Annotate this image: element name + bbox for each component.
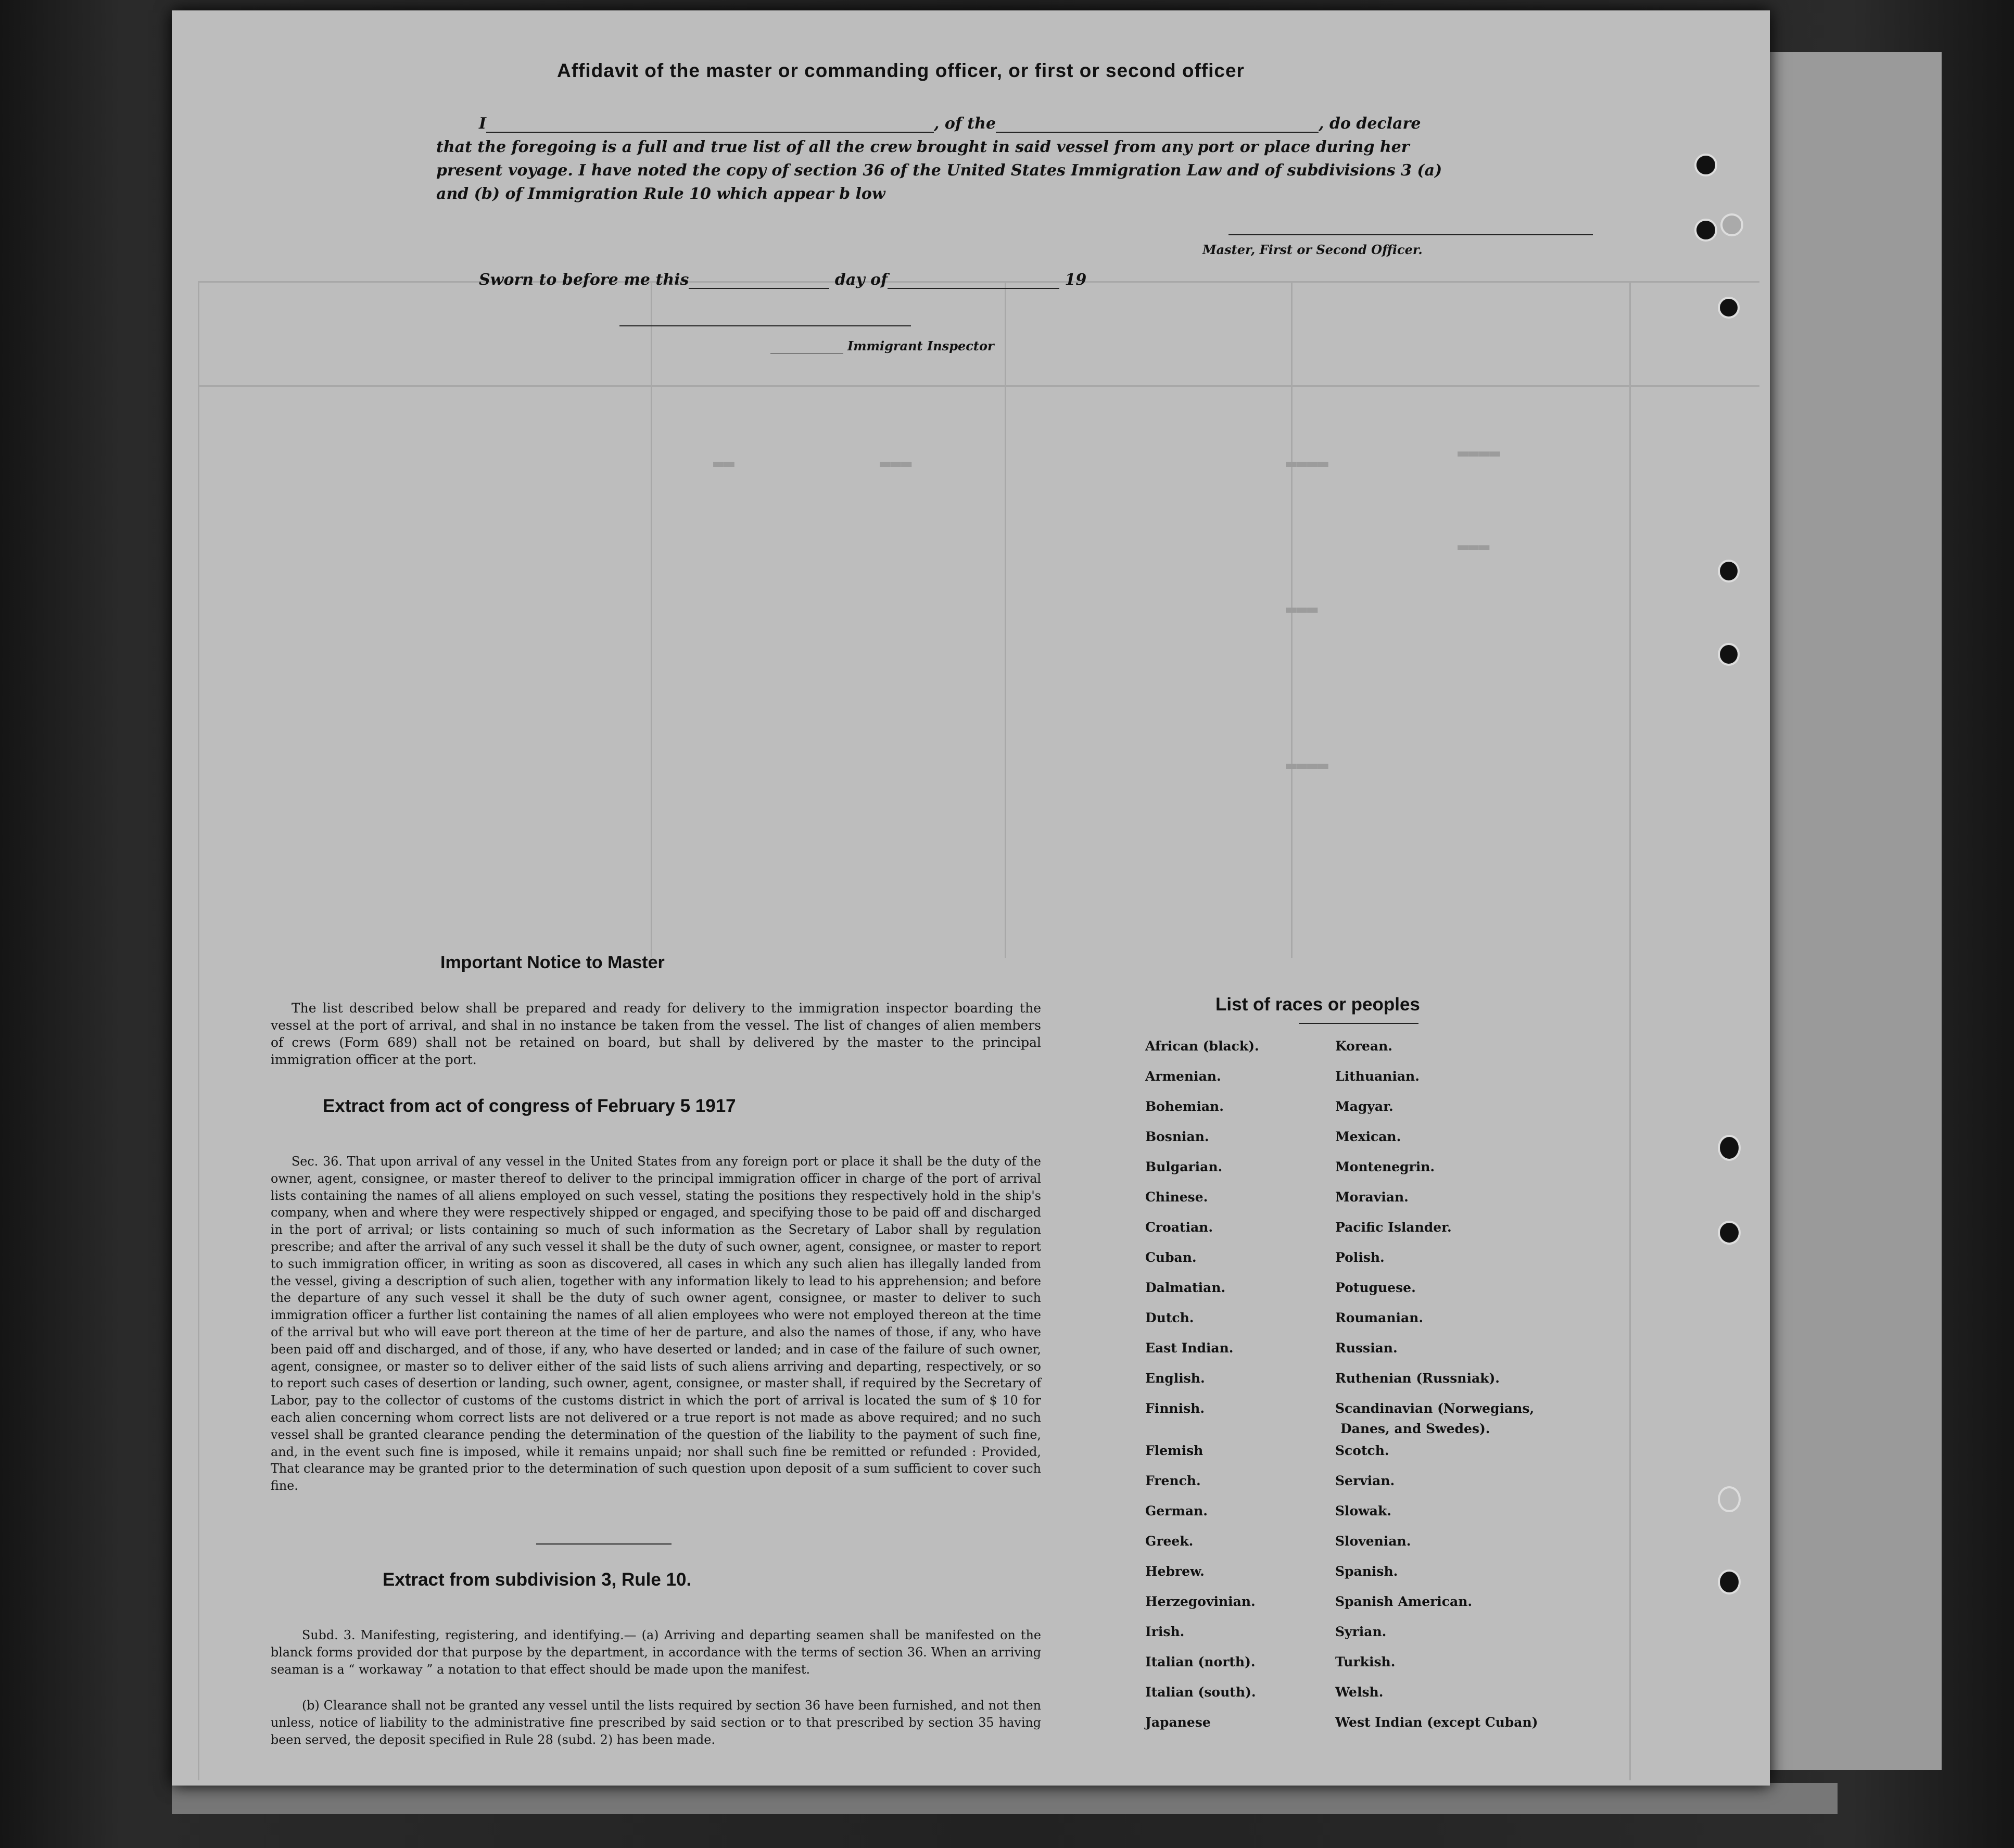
binder-hole bbox=[1694, 154, 1717, 176]
race-item: Hebrew. bbox=[1145, 1564, 1205, 1579]
race-item: Pacific Islander. bbox=[1335, 1220, 1452, 1235]
race-item: Finnish. bbox=[1145, 1401, 1205, 1416]
binder-hole bbox=[1718, 560, 1740, 583]
race-item: Lithuanian. bbox=[1335, 1069, 1420, 1084]
binder-hole bbox=[1694, 219, 1717, 242]
race-item: Scotch. bbox=[1335, 1443, 1389, 1458]
sworn-year: 19 bbox=[1065, 271, 1087, 289]
ghost-text: ▬▬▬ bbox=[880, 453, 912, 474]
notice-title: Important Notice to Master bbox=[440, 953, 665, 972]
ghost-rule bbox=[1005, 281, 1006, 958]
race-item: Slovenian. bbox=[1335, 1534, 1411, 1549]
race-item: Mexican. bbox=[1335, 1129, 1401, 1144]
sworn-day: day of bbox=[834, 271, 888, 289]
race-item: Italian (south). bbox=[1145, 1685, 1256, 1700]
race-item: Ruthenian (Russniak). bbox=[1335, 1371, 1500, 1386]
races-title: List of races or peoples bbox=[1215, 994, 1420, 1015]
affidavit-line-4: and (b) of Immigration Rule 10 which appear b low bbox=[436, 185, 885, 203]
race-item: Roumanian. bbox=[1335, 1310, 1424, 1325]
ghost-rule bbox=[1291, 281, 1293, 958]
name-blank[interactable] bbox=[486, 132, 934, 133]
affidavit-i: I bbox=[479, 115, 487, 133]
race-item: Russian. bbox=[1335, 1340, 1398, 1356]
race-item: Potuguese. bbox=[1335, 1280, 1416, 1295]
vessel-blank[interactable] bbox=[996, 132, 1319, 133]
race-item: Chinese. bbox=[1145, 1189, 1208, 1205]
race-item: Servian. bbox=[1335, 1473, 1395, 1488]
race-item: English. bbox=[1145, 1371, 1205, 1386]
underlying-page-edge bbox=[1770, 52, 1942, 1770]
binder-hole bbox=[1718, 297, 1740, 319]
ghost-rule bbox=[198, 385, 1759, 387]
race-item: German. bbox=[1145, 1503, 1208, 1518]
ghost-text: ▬▬▬ bbox=[1286, 599, 1318, 619]
race-scandinavian-cont: Danes, and Swedes). bbox=[1340, 1421, 1490, 1436]
race-item: African (black). bbox=[1145, 1039, 1259, 1054]
ghost-text: ▬▬ bbox=[713, 453, 734, 474]
race-item: Cuban. bbox=[1145, 1250, 1197, 1265]
race-item: Korean. bbox=[1335, 1039, 1393, 1054]
ghost-rule bbox=[1629, 281, 1631, 1780]
race-item: Croatian. bbox=[1145, 1220, 1213, 1235]
ghost-text: ▬▬▬▬ bbox=[1286, 453, 1328, 474]
race-item: Magyar. bbox=[1335, 1099, 1394, 1114]
race-item: Herzegovinian. bbox=[1145, 1594, 1256, 1609]
extract-rule10-title: Extract from subdivision 3, Rule 10. bbox=[383, 1569, 692, 1590]
rule10-para-a: Subd. 3. Manifesting, registering, and identifying.— (a) Arriving and departing seamen shall be manifested on the blanck forms provided dor that purpose by the department, in accordance with the terms of section 36. When an arriving seaman is a “ workaway ” a notation to that effect should be made upon the manifest. bbox=[271, 1628, 1041, 1677]
race-item: Bulgarian. bbox=[1145, 1159, 1223, 1174]
race-item: Flemish bbox=[1145, 1443, 1204, 1458]
ghost-text: ▬▬▬▬ bbox=[1286, 755, 1328, 776]
race-item: Moravian. bbox=[1335, 1189, 1409, 1205]
race-item: Bosnian. bbox=[1145, 1129, 1209, 1144]
race-item: Scandinavian (Norwegians, bbox=[1335, 1401, 1535, 1416]
race-item: Dalmatian. bbox=[1145, 1280, 1226, 1295]
extract-1917-title: Extract from act of congress of February 5 1917 bbox=[323, 1096, 736, 1116]
inspector-caption-group bbox=[770, 338, 994, 353]
race-item: Slowak. bbox=[1335, 1503, 1391, 1518]
binder-hole bbox=[1718, 1486, 1741, 1512]
race-item: Turkish. bbox=[1335, 1654, 1396, 1669]
affidavit-line-1 bbox=[479, 115, 1421, 133]
section-divider bbox=[536, 1543, 672, 1545]
sworn-prefix: Sworn to before me this bbox=[479, 271, 689, 289]
sworn-month-blank[interactable] bbox=[888, 288, 1059, 289]
ghost-text: ▬▬▬ bbox=[1458, 536, 1490, 557]
race-item: Syrian. bbox=[1335, 1624, 1387, 1639]
document-page bbox=[172, 10, 1770, 1786]
signature-caption: Master, First or Second Officer. bbox=[1202, 242, 1423, 257]
binder-hole bbox=[1718, 643, 1740, 666]
binder-hole bbox=[1718, 1569, 1741, 1594]
inspector-signature-line[interactable] bbox=[619, 325, 911, 326]
race-item: Spanish. bbox=[1335, 1564, 1398, 1579]
affidavit-of-the: , of the bbox=[934, 115, 996, 133]
affidavit-line-3: present voyage. I have noted the copy of section 36 of the United States Immigration Law and of subdivisions 3 (a) bbox=[436, 161, 1442, 180]
affidavit-line-2: that the foregoing is a full and true list of all the crew brought in said vessel from any port or place during her bbox=[436, 138, 1410, 156]
rule10-para-b: (b) Clearance shall not be granted any vessel until the lists required by section 36 have been furnished, and not then unless, notice of liability to the administrative fine prescribed by said section or to that prescribed by section 35 having been served, the deposit specified in Rule 28 (subd. 2) has been made. bbox=[271, 1698, 1041, 1747]
race-item: Irish. bbox=[1145, 1624, 1185, 1639]
race-item: Dutch. bbox=[1145, 1310, 1194, 1325]
race-item: Greek. bbox=[1145, 1534, 1194, 1549]
sworn-date-blank[interactable] bbox=[689, 288, 829, 289]
affidavit-title: Affidavit of the master or commanding officer, or first or second officer bbox=[557, 60, 1245, 81]
notice-body: The list described below shall be prepared and ready for delivery to the immigration inspector boarding the vessel at the port of arrival, and shal in no instance be taken from the vessel. The list of changes of alien members of crews (Form 689) shall not be retained on board, but shall by delivered by the master to the principal immigration officer at the port. bbox=[271, 1001, 1041, 1067]
signature-line[interactable] bbox=[1228, 234, 1593, 235]
race-item: East Indian. bbox=[1145, 1340, 1234, 1356]
inspector-caption: Immigrant Inspector bbox=[847, 338, 994, 353]
affidavit-declare: , do declare bbox=[1319, 115, 1421, 133]
binder-hole bbox=[1720, 213, 1743, 236]
binder-hole bbox=[1718, 1135, 1741, 1161]
race-item: Armenian. bbox=[1145, 1069, 1221, 1084]
extract-1917-body: Sec. 36. That upon arrival of any vessel in the United States from any foreign port or place it shall be the duty of the owner, agent, consignee, or master thereof to deliver to the principal immigration officer in charge of the port of arrival lists containing the names of all aliens employed on such vessel, stating the positions they respectively hold in the ship's company, when and where they were respectively shipped or engaged, and specifying those to be paid off and discharged in the port of arrival; or lists containing so much of such information as the Secretary of Labor shall by regulation prescribe; and after the arrival of any such vessel it shall be the duty of such owner, agent, consignee, or master to report to such immigration officer, in writing as soon as discovered, all cases in which any such alien has illegally landed from the vessel, giving a description of such alien, together with any information likely to lead to his apprehension; and before the departure of any such vessel it shall be the duty of such owner agent, consignee, or master to deliver to such immigration officer a further list containing the names of all alien employees who were not employed thereon at the time of the arrival but who will eave port thereon at the time of her de parture, and also the names of those, if any, who have been paid off and discharged, and of those, if any, who have deserted or landed; and in case of the failure of such owner, agent, consignee, or master so to deliver either of the said lists of such aliens arriving and departing, respectively, or so to report such cases of desertion or landing, such owner, agent, consignee, or master shall, if required by the Secretary of Labor, pay to the collector of customs of the customs district in which the port of arrival is located the sum of $ 10 for each alien concerning whom correct lists are not delivered or a true report is not made as above required; and no such vessel shall be granted clearance pending the determination of the question of the liability to the payment of such fine, and, in the event such fine is imposed, while it remains unpaid; nor shall such fine be remitted or refunded : Provided, That clearance may be granted prior to the determination of such question upon deposit of a sum sufficient to cover such fine. bbox=[271, 1154, 1041, 1493]
race-item: Polish. bbox=[1335, 1250, 1385, 1265]
page-stack-edge bbox=[172, 1783, 1838, 1814]
ghost-rule bbox=[651, 281, 652, 958]
race-item: Welsh. bbox=[1335, 1685, 1384, 1700]
races-title-underline bbox=[1299, 1023, 1418, 1024]
binder-hole bbox=[1718, 1221, 1741, 1245]
race-item: Italian (north). bbox=[1145, 1654, 1256, 1669]
race-item: Japanese bbox=[1145, 1715, 1211, 1730]
race-item: French. bbox=[1145, 1473, 1201, 1488]
race-item: Bohemian. bbox=[1145, 1099, 1224, 1114]
ghost-text: ▬▬▬▬ bbox=[1458, 442, 1500, 463]
sworn-line bbox=[479, 271, 1086, 289]
ghost-rule bbox=[198, 281, 199, 1780]
race-item: Montenegrin. bbox=[1335, 1159, 1435, 1174]
race-item: West Indian (except Cuban) bbox=[1335, 1715, 1538, 1730]
race-item: Spanish American. bbox=[1335, 1594, 1473, 1609]
